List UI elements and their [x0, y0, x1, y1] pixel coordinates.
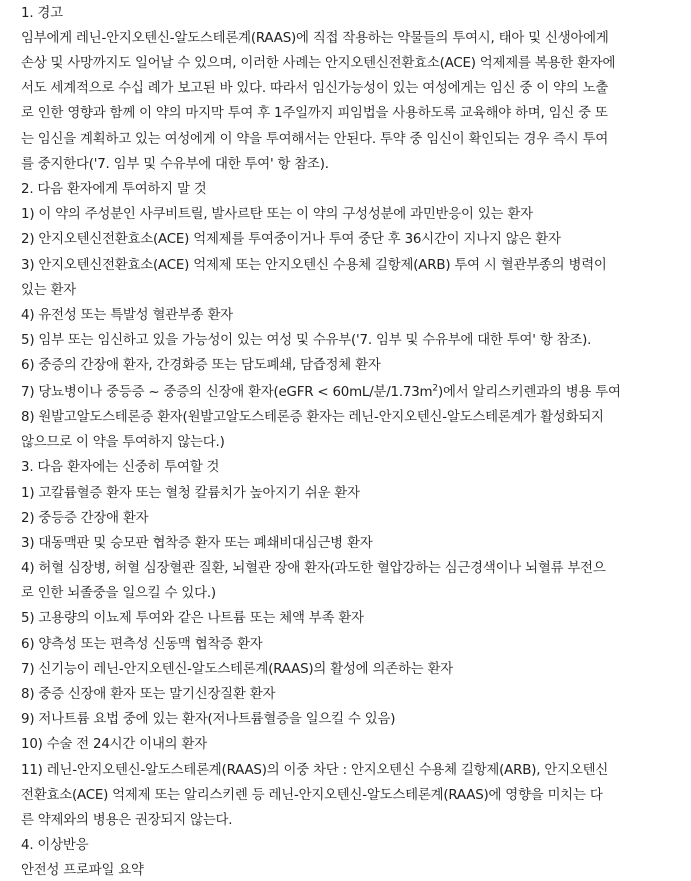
paragraph-line: 로 인한 영향과 함께 이 약의 마지막 투여 후 1주일까지 피임법을 사용하도록 교육해야 하며, 임신 중 또: [21, 106, 608, 121]
list-item-continued: 않으므로 이 약을 투여하지 않는다.): [21, 435, 225, 450]
list-item: 3) 대동맥판 및 승모판 협착증 환자 또는 폐쇄비대심근병 환자: [21, 536, 373, 551]
section-heading-warning: 1. 경고: [21, 6, 63, 21]
list-item-text: 7) 당뇨병이나 중등증 ~ 중증의 신장애 환자(eGFR < 60mL/분/1.73m: [21, 385, 433, 400]
list-item-continued: 로 인한 뇌졸중을 일으킬 수 있다.): [21, 586, 216, 601]
paragraph-line: 손상 및 사망까지도 일어날 수 있으며, 이러한 사례는 안지오텐신전환효소(ACE) 억제제를 복용한 환자에: [21, 56, 616, 71]
list-item: 5) 임부 또는 임신하고 있을 가능성이 있는 여성 및 수유부('7. 임부 및 수유부에 대한 투여' 항 참조).: [21, 333, 592, 348]
list-item: 8) 원발고알도스테론증 환자(원발고알도스테론증 환자는 레닌-안지오텐신-알도스테론계가 활성화되지: [21, 410, 604, 425]
list-item-text-tail: )에서 알리스키렌과의 병용 투여: [437, 385, 621, 400]
list-item: 1) 고칼륨혈증 환자 또는 혈청 칼륨치가 높아지기 쉬운 환자: [21, 486, 360, 501]
list-item: 6) 중증의 간장애 환자, 간경화증 또는 담도폐쇄, 담즙정체 환자: [21, 358, 381, 373]
paragraph-line: 서도 세계적으로 수십 례가 보고된 바 있다. 따라서 임신가능성이 있는 여성에게는 임신 중 이 약의 노출: [21, 81, 609, 96]
list-item: 4) 허혈 심장병, 허혈 심장혈관 질환, 뇌혈관 장애 환자(과도한 혈압강하는 심근경색이나 뇌혈류 부전으: [21, 561, 606, 576]
list-item: 10) 수술 전 24시간 이내의 환자: [21, 737, 207, 752]
list-item-continued: 있는 환자: [21, 283, 76, 298]
section-heading-adverse-reactions: 4. 이상반응: [21, 838, 89, 853]
section-heading-precautions: 3. 다음 환자에는 신중히 투여할 것: [21, 460, 220, 475]
list-item: 7) 신기능이 레닌-안지오텐신-알도스테론계(RAAS)의 활성에 의존하는 환자: [21, 662, 453, 677]
section-heading-contraindications: 2. 다음 환자에게 투여하지 말 것: [21, 182, 207, 197]
paragraph-line: 는 임신을 계획하고 있는 여성에게 이 약을 투여해서는 안된다. 투약 중 임신이 확인되는 경우 즉시 투여: [21, 132, 609, 147]
list-item-continued: 전환효소(ACE) 억제제 또는 알리스키렌 등 레닌-안지오텐신-알도스테론계(RAAS)에 영향을 미치는 다: [21, 788, 603, 803]
list-item: 6) 양측성 또는 편측성 신동맥 협착증 환자: [21, 637, 263, 652]
list-item: 2) 안지오텐신전환효소(ACE) 억제제를 투여중이거나 투여 중단 후 36시간이 지나지 않은 환자: [21, 232, 561, 247]
list-item: 1) 이 약의 주성분인 사쿠비트릴, 발사르탄 또는 이 약의 구성성분에 과민반응이 있는 환자: [21, 207, 533, 222]
list-item: 4) 유전성 또는 특발성 혈관부종 환자: [21, 308, 233, 323]
list-item: 8) 중증 신장애 환자 또는 말기신장질환 환자: [21, 687, 276, 702]
paragraph-line: 를 중지한다('7. 임부 및 수유부에 대한 투여' 항 참조).: [21, 157, 329, 172]
paragraph-line: 임부에게 레닌-안지오텐신-알도스테론계(RAAS)에 직접 작용하는 약물들의 투여시, 태아 및 신생아에게: [21, 31, 609, 46]
list-item: [21, 383, 677, 403]
list-item: 3) 안지오텐신전환효소(ACE) 억제제 또는 안지오텐신 수용체 길항제(ARB) 투여 시 혈관부종의 병력이: [21, 258, 607, 273]
list-item: 2) 중등증 간장애 환자: [21, 511, 149, 526]
superscript: 2: [432, 383, 438, 394]
list-item-continued: 른 약제와의 병용은 권장되지 않는다.: [21, 813, 233, 828]
list-item: 9) 저나트륨 요법 중에 있는 환자(저나트륨혈증을 일으킬 수 있음): [21, 712, 396, 727]
list-item: 11) 레닌-안지오텐신-알도스테론계(RAAS)의 이중 차단 : 안지오텐신 수용체 길항제(ARB), 안지오텐신: [21, 763, 609, 778]
subsection-heading-safety-profile: 안전성 프로파일 요약: [21, 863, 144, 878]
list-item: 5) 고용량의 이뇨제 투여와 같은 나트륨 또는 체액 부족 환자: [21, 611, 364, 626]
